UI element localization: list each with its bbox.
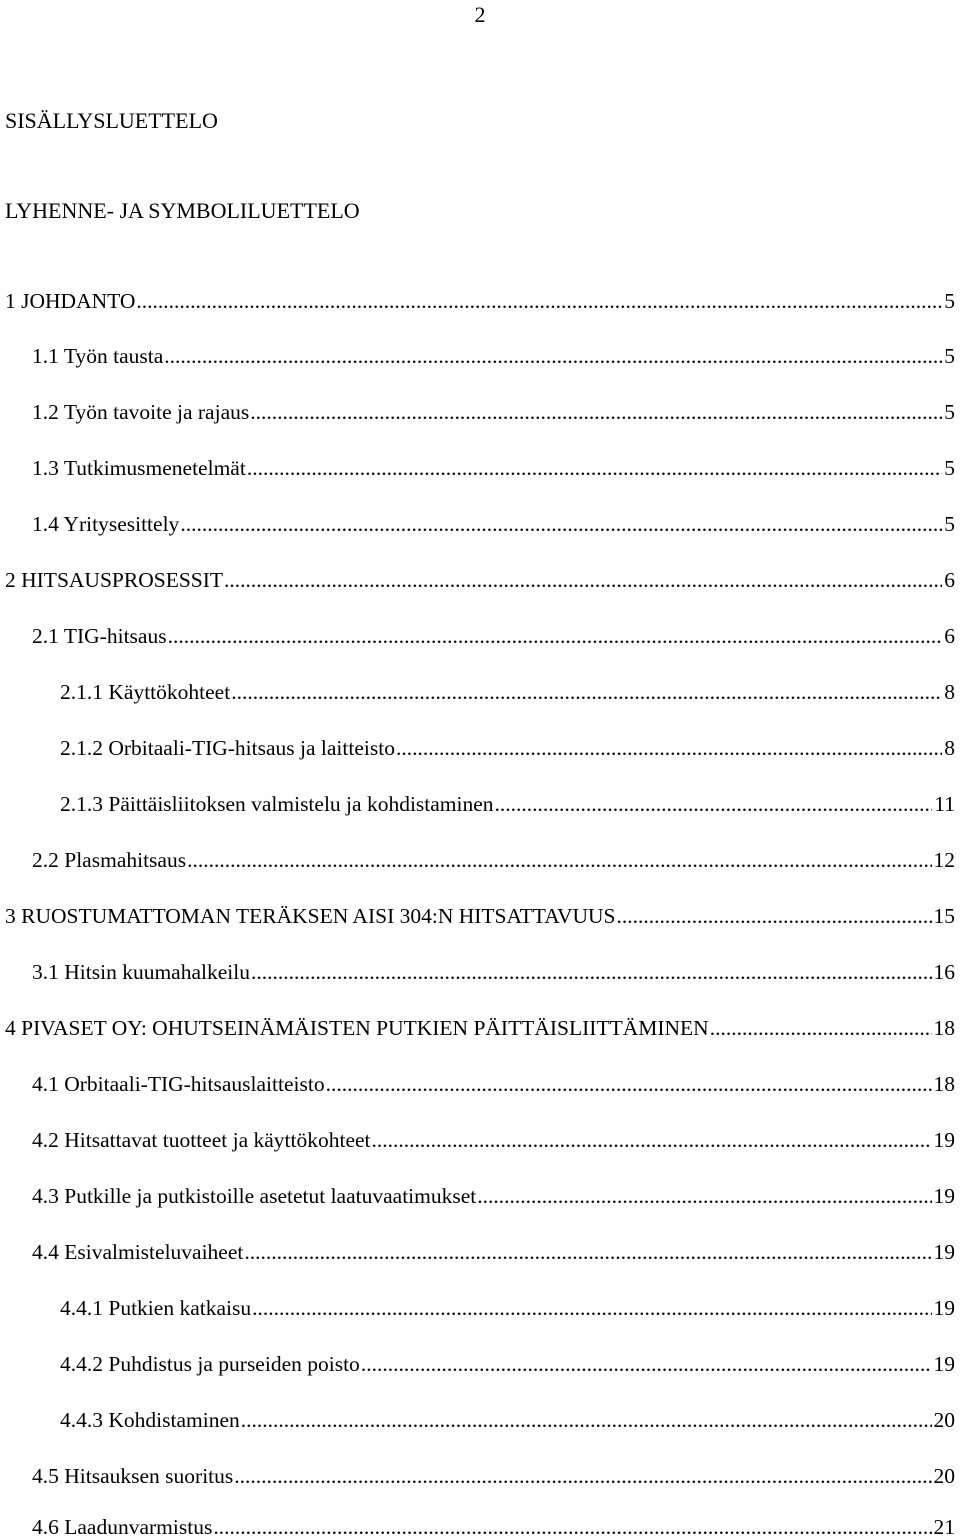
- toc-entry-page: 6: [944, 624, 955, 648]
- toc-dot-leader: [168, 623, 943, 649]
- toc-dot-leader: [244, 1239, 931, 1265]
- toc-dot-leader: [326, 1071, 932, 1097]
- toc-entry-page: 18: [933, 1016, 955, 1040]
- toc-dot-leader: [231, 679, 942, 705]
- toc-entry-title: 3.1 Hitsin kuumahalkeilu: [32, 960, 250, 984]
- toc-dot-leader: [187, 847, 931, 873]
- toc-dot-leader: [180, 511, 942, 537]
- toc-dot-leader: [251, 959, 932, 985]
- toc-entry[interactable]: [5, 1015, 955, 1041]
- toc-dot-leader: [241, 1407, 932, 1433]
- toc-dot-leader: [213, 1514, 931, 1540]
- toc-dot-leader: [234, 1463, 931, 1489]
- toc-entry[interactable]: [32, 511, 955, 537]
- page-number: 2: [474, 2, 486, 27]
- toc-entry-page: 5: [944, 289, 955, 313]
- toc-entry-title: 1.4 Yritysesittely: [32, 512, 180, 536]
- toc-entry[interactable]: [5, 288, 955, 314]
- toc-entry-title: 1.2 Työn tavoite ja rajaus: [32, 400, 250, 424]
- toc-entry-page: 5: [944, 400, 955, 424]
- toc-entry[interactable]: [60, 791, 955, 817]
- toc-dot-leader: [477, 1183, 931, 1209]
- toc-entry[interactable]: [5, 567, 955, 593]
- toc-entry-page: 5: [944, 512, 955, 536]
- toc-entry[interactable]: [32, 847, 955, 873]
- toc-entry[interactable]: [32, 959, 955, 985]
- toc-entry[interactable]: [32, 1239, 955, 1265]
- toc-entry[interactable]: [60, 1407, 955, 1433]
- toc-entry-title: 4.4.2 Puhdistus ja purseiden poisto: [60, 1352, 360, 1376]
- toc-entry[interactable]: [32, 1127, 955, 1153]
- toc-entry-title: 4.1 Orbitaali-TIG-hitsauslaitteisto: [32, 1072, 325, 1096]
- toc-entry-page: 19: [933, 1240, 955, 1264]
- toc-entry-title: 4 PIVASET OY: OHUTSEINÄMÄISTEN PUTKIEN PÄITTÄISLIITTÄMINEN: [5, 1016, 709, 1040]
- toc-entry[interactable]: [32, 1183, 955, 1209]
- toc-entry[interactable]: [32, 399, 955, 425]
- toc-entry-page: 18: [933, 1072, 955, 1096]
- toc-entry-page: 11: [934, 792, 955, 816]
- toc-entry-page: 19: [933, 1352, 955, 1376]
- toc-entry-title: 2.2 Plasmahitsaus: [32, 848, 187, 872]
- toc-dot-leader: [224, 567, 942, 593]
- toc-dot-leader: [247, 455, 942, 481]
- toc-entry-page: 15: [933, 904, 955, 928]
- toc-entry-page: 16: [933, 960, 955, 984]
- toc-dot-leader: [164, 343, 942, 369]
- toc-entry[interactable]: [60, 735, 955, 761]
- toc-entry-title: 2.1.3 Päittäisliitoksen valmistelu ja kohdistaminen: [60, 792, 494, 816]
- toc-entry-page: 19: [933, 1128, 955, 1152]
- toc-entry-title: 1.1 Työn tausta: [32, 344, 164, 368]
- toc-entry-page: 19: [933, 1296, 955, 1320]
- toc-entry-title: 4.5 Hitsauksen suoritus: [32, 1464, 234, 1488]
- toc-entry-title: 4.2 Hitsattavat tuotteet ja käyttökohteet: [32, 1128, 371, 1152]
- toc-entry-title: 4.3 Putkille ja putkistoille asetetut laatuvaatimukset: [32, 1184, 477, 1208]
- toc-entry[interactable]: [60, 679, 955, 705]
- toc-entry-page: 6: [944, 568, 955, 592]
- toc-entry-page: 21: [933, 1515, 955, 1539]
- toc-entry-title: 3 RUOSTUMATTOMAN TERÄKSEN AISI 304:N HITSATTAVUUS: [5, 904, 616, 928]
- toc-entry-page: 5: [944, 344, 955, 368]
- toc-entry[interactable]: [5, 903, 955, 929]
- toc-dot-leader: [710, 1015, 932, 1041]
- toc-entry-page: 5: [944, 456, 955, 480]
- toc-dot-leader: [495, 791, 933, 817]
- toc-dot-leader: [361, 1351, 932, 1377]
- toc-entry-title: 4.6 Laadunvarmistus: [32, 1515, 213, 1539]
- contents-heading: SISÄLLYSLUETTELO: [5, 108, 218, 133]
- toc-entry-title: 4.4 Esivalmisteluvaiheet: [32, 1240, 244, 1264]
- toc-entry-page: 20: [933, 1464, 955, 1488]
- toc-entry-title: 2.1.2 Orbitaali-TIG-hitsaus ja laitteisto: [60, 736, 395, 760]
- toc-entry-title: 4.4.1 Putkien katkaisu: [60, 1296, 252, 1320]
- toc-entry-title: 4.4.3 Kohdistaminen: [60, 1408, 240, 1432]
- toc-entry-page: 19: [933, 1184, 955, 1208]
- toc-entry-page: 20: [933, 1408, 955, 1432]
- abbreviations-heading: LYHENNE- JA SYMBOLILUETTELO: [5, 198, 360, 223]
- toc-entry[interactable]: [60, 1295, 955, 1321]
- toc-entry-page: 8: [944, 736, 955, 760]
- toc-dot-leader: [396, 735, 942, 761]
- toc-entry[interactable]: [32, 1514, 955, 1540]
- toc-entry[interactable]: [32, 455, 955, 481]
- toc-entry-title: 1.3 Tutkimusmenetelmät: [32, 456, 246, 480]
- toc-entry[interactable]: [32, 1071, 955, 1097]
- toc-entry-title: 2 HITSAUSPROSESSIT: [5, 568, 224, 592]
- toc-entry-title: 2.1 TIG-hitsaus: [32, 624, 167, 648]
- toc-entry[interactable]: [32, 1463, 955, 1489]
- toc-dot-leader: [372, 1127, 932, 1153]
- toc-entry[interactable]: [60, 1351, 955, 1377]
- toc-entry-page: 12: [933, 848, 955, 872]
- toc-dot-leader: [616, 903, 931, 929]
- toc-entry[interactable]: [32, 623, 955, 649]
- toc-entry-title: 1 JOHDANTO: [5, 289, 136, 313]
- toc-dot-leader: [252, 1295, 931, 1321]
- toc-entry[interactable]: [32, 343, 955, 369]
- toc-entry-title: 2.1.1 Käyttökohteet: [60, 680, 231, 704]
- toc-dot-leader: [250, 399, 942, 425]
- toc-dot-leader: [136, 288, 942, 314]
- toc-entry-page: 8: [944, 680, 955, 704]
